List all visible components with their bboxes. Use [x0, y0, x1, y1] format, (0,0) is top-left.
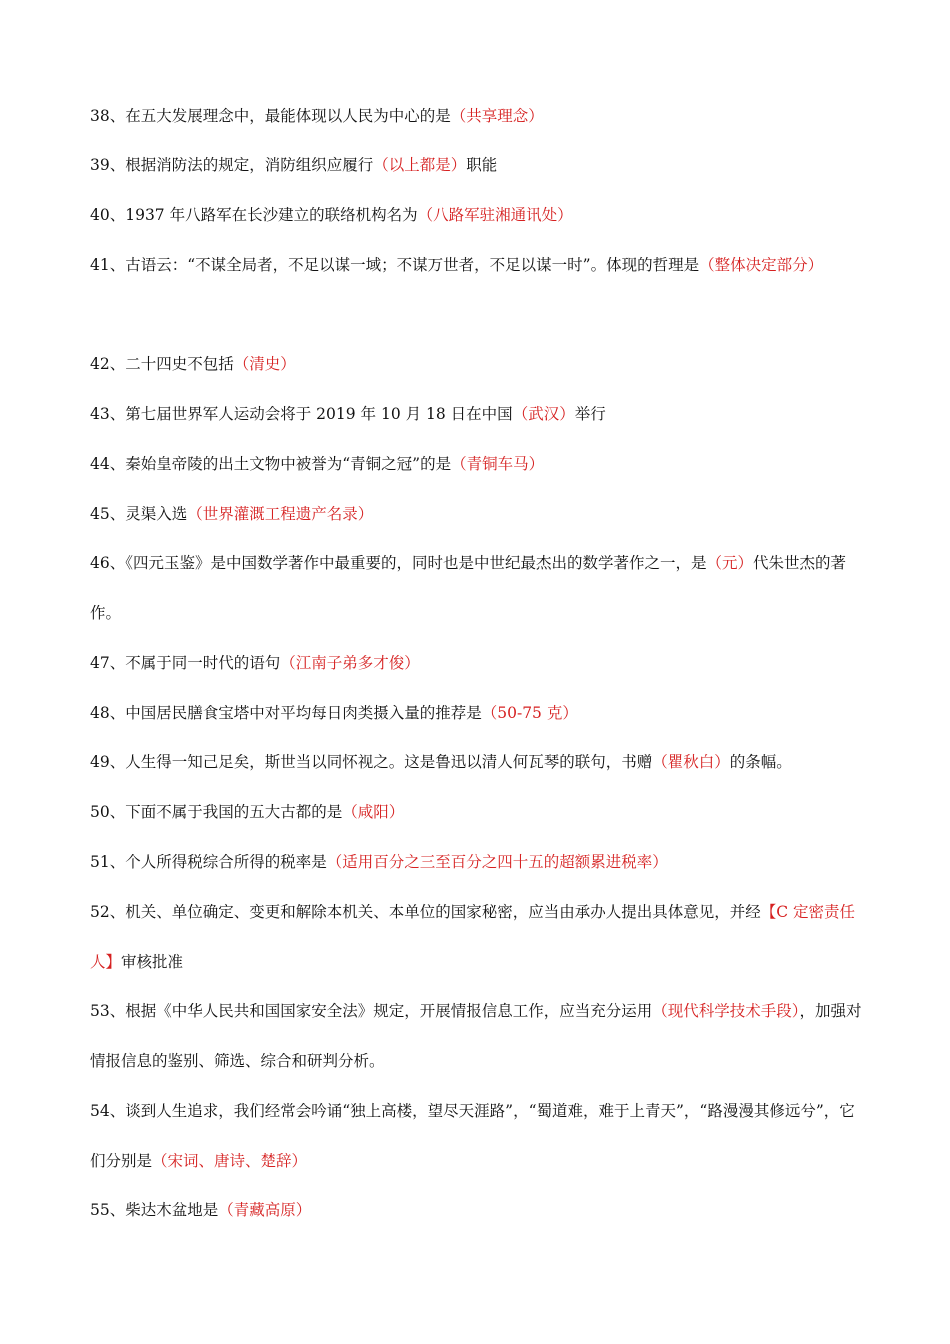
question-text-tail: 职能: [466, 156, 498, 174]
question-50: [90, 787, 865, 837]
question-39: [90, 140, 865, 190]
question-text: 50、下面不属于我国的五大古都的是: [90, 803, 343, 821]
question-text-tail: 举行: [574, 405, 606, 423]
question-48: [90, 688, 865, 738]
question-text: 42、二十四史不包括: [90, 355, 234, 373]
question-text: 40、1937 年八路军在长沙建立的联络机构名为: [90, 206, 418, 224]
question-text-tail: 审核批准: [121, 953, 184, 971]
answer-text: （清史）: [233, 355, 296, 373]
answer-text: （武汉）: [512, 405, 575, 423]
question-text: 55、柴达木盆地是: [90, 1201, 219, 1219]
question-text: 47、不属于同一时代的语句: [90, 654, 281, 672]
question-45: [90, 489, 865, 539]
question-text: 51、个人所得税综合所得的税率是: [90, 853, 327, 871]
question-text: 54、谈到人生追求，我们经常会吟诵“独上高楼，望尽天涯路”，“蜀道难，难于上青天”，“路漫漫其修远兮”，它们分别是: [90, 1102, 855, 1170]
answer-text: 【C 定密责任人】: [90, 903, 856, 971]
answer-text: （元）: [706, 554, 753, 572]
question-text-tail: 的条幅。: [729, 753, 792, 771]
answer-text: （世界灌溉工程遗产名录）: [187, 505, 374, 523]
answer-text: （现代科学技术手段）: [652, 1002, 800, 1020]
question-text: 41、古语云：“不谋全局者，不足以谋一域；不谋万世者，不足以谋一时”。体现的哲理是: [90, 256, 700, 274]
answer-text: （瞿秋白）: [652, 753, 730, 771]
question-51: [90, 837, 865, 887]
answer-text: （适用百分之三至百分之四十五的超额累进税率）: [326, 853, 668, 871]
question-text-tail: ，加强对情报信息的鉴别、筛选、综合和研判分析。: [90, 1002, 862, 1070]
question-41: [90, 240, 865, 290]
answer-text: （50-75 克）: [481, 704, 578, 722]
answer-text: （八路军驻湘通讯处）: [417, 206, 573, 224]
answer-text: （以上都是）: [373, 156, 467, 174]
question-40: [90, 190, 865, 240]
question-46: [90, 538, 865, 638]
answer-text: （江南子弟多才俊）: [280, 654, 420, 672]
question-44: [90, 439, 865, 489]
question-text: 45、灵渠入选: [90, 505, 188, 523]
question-text: 44、秦始皇帝陵的出土文物中被誉为“青铜之冠”的是: [90, 455, 452, 473]
question-text: 43、第七届世界军人运动会将于 2019 年 10 月 18 日在中国: [90, 405, 513, 423]
answer-text: （咸阳）: [342, 803, 405, 821]
question-text: 46、《四元玉鉴》是中国数学著作中最重要的，同时也是中世纪最杰出的数学著作之一，是: [90, 554, 707, 572]
answer-text: （青藏高原）: [218, 1201, 312, 1219]
question-text: 49、人生得一知己足矣，斯世当以同怀视之。这是鲁迅以清人何瓦琴的联句，书赠: [90, 753, 653, 771]
question-text: 53、根据《中华人民共和国国家安全法》规定，开展情报信息工作，应当充分运用: [90, 1002, 653, 1020]
question-53: [90, 986, 865, 1086]
question-47: [90, 638, 865, 688]
question-49: [90, 737, 865, 787]
question-text: 38、在五大发展理念中，最能体现以人民为中心的是: [90, 107, 451, 125]
answer-text: （青铜车马）: [451, 455, 545, 473]
question-52: [90, 887, 865, 987]
question-55: [90, 1185, 865, 1235]
question-54: [90, 1086, 865, 1186]
question-text: 52、机关、单位确定、变更和解除本机关、本单位的国家秘密，应当由承办人提出具体意见，并经: [90, 903, 761, 921]
question-38: [90, 91, 865, 141]
question-text-tail: 代朱世杰的著作。: [90, 554, 847, 622]
answer-text: （共享理念）: [450, 107, 544, 125]
question-43: [90, 389, 865, 439]
answer-text: （整体决定部分）: [699, 256, 824, 274]
question-text: 39、根据消防法的规定，消防组织应履行: [90, 156, 374, 174]
question-42: [90, 339, 865, 389]
answer-text: （宋词、唐诗、楚辞）: [152, 1152, 308, 1170]
question-text: 48、中国居民膳食宝塔中对平均每日肉类摄入量的推荐是: [90, 704, 482, 722]
